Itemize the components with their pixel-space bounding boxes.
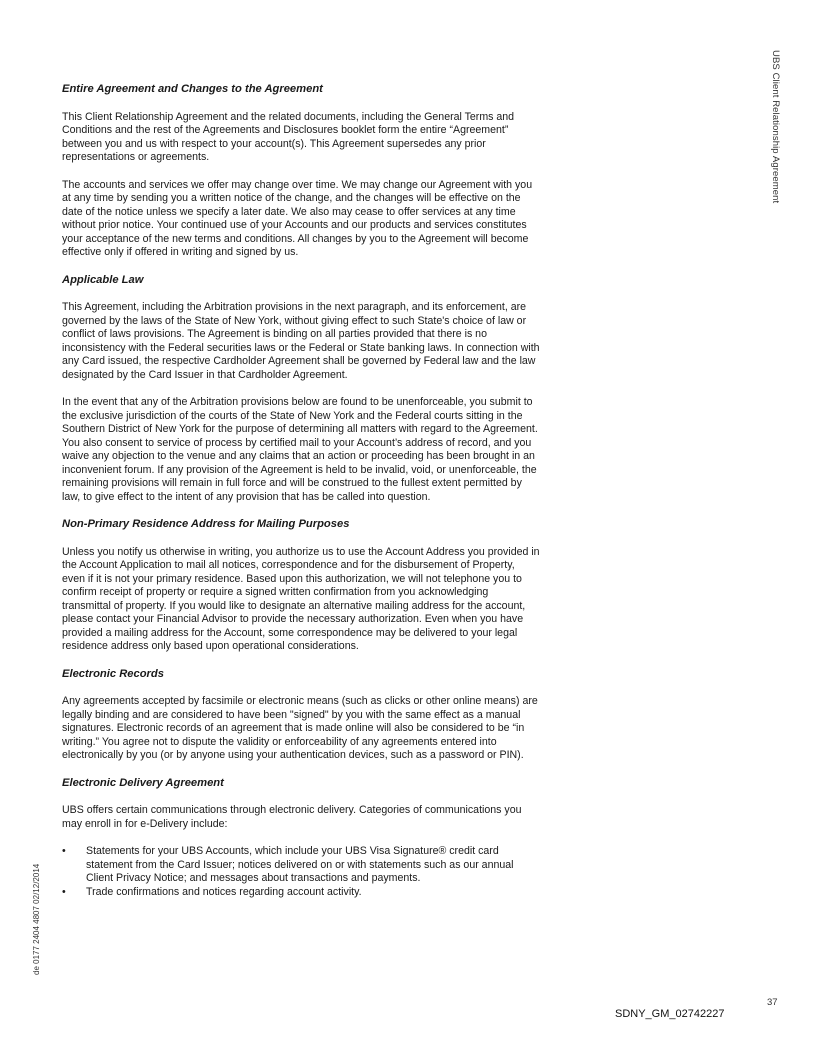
section-heading: Non-Primary Residence Address for Mailing Purposes — [62, 518, 350, 530]
list-item — [62, 845, 540, 886]
paragraph: Any agreements accepted by facsimile or electronic means (such as clicks or other online means) are legally binding and are considered to have been "signed" by you with the same effect as a manual signatures. Electronic records of an agreement that is made online will also be considered to be “in writing.” You agree not to dispute the validity or enforceability of any agreements entered into electronically by you (or by anyone using your authentication devices, such as a password or PIN). — [62, 695, 538, 761]
running-title: UBS Client Relationship Agreement — [770, 50, 781, 204]
document-body — [62, 83, 540, 899]
section-non-primary-residence — [62, 518, 540, 654]
section-heading: Electronic Records — [62, 667, 164, 680]
page-number: 37 — [767, 997, 778, 1008]
paragraph: UBS offers certain communications through electronic delivery. Categories of communications you may enroll in for e-Delivery include: — [62, 804, 522, 830]
paragraph: Unless you notify us otherwise in writing, you authorize us to use the Account Address you provided in the Account Application to mail all notices, correspondence and for the disbursement of Property, even if it is not your primary residence. Based upon this authorization, we will not telephone you to confirm receipt of property or require a signed written confirmation from you acknowledging transmittal of property. If you would like to designate an alternative mailing address for the account, please contact your Financial Advisor to provide the necessary authorization. Even when you have provided a mailing address for the Account, some correspondence may be delivered to your legal residence address only based upon operational considerations. — [62, 545, 540, 652]
list-item — [62, 886, 540, 900]
paragraph: The accounts and services we offer may change over time. We may change our Agreement with you at any time by sending you a written notice of the change, and the changes will be effective on the date of the notice unless we specify a later date. We also may cease to offer services at any time without prior notice. Your continued use of your Accounts and our products and services constitutes your acceptance of the new terms and conditions. All changes by you to the Agreement will become effective only if offered in writing and signed by us. — [62, 178, 533, 258]
section-applicable-law — [62, 274, 540, 505]
paragraph: This Client Relationship Agreement and the related documents, including the General Terms and Conditions and the rest of the Agreements and Disclosures booklet form the entire “Agreement” between you and us with respect to your account(s). This Agreement supersedes any prior representations or agreements. — [62, 110, 515, 163]
delivery-categories-list — [62, 845, 540, 899]
section-heading: Applicable Law — [62, 273, 144, 286]
section-entire-agreement — [62, 83, 540, 260]
section-electronic-records — [62, 668, 540, 763]
document-code: de 0177 2404 4807 02/12/2014 — [32, 863, 41, 975]
section-electronic-delivery — [62, 777, 540, 900]
list-item-text: Statements for your UBS Accounts, which include your UBS Visa Signature® credit card statement from the Card Issuer; notices delivered on or with statements such as our annual Client Privacy Notice; and messages about transactions and payments. — [86, 845, 514, 884]
paragraph: This Agreement, including the Arbitration provisions in the next paragraph, and its enforcement, are governed by the laws of the State of New York, without giving effect to such State's choice of law or conflict of laws provisions. The Agreement is binding on all parties provided that there is no inconsistency with the Federal securities laws or the Federal or State banking laws. In connection with any Card issued, the respective Cardholder Agreement shall be governed by Federal law and the law designated by the Card Issuer in that Cardholder Agreement. — [62, 301, 540, 381]
list-item-text: Trade confirmations and notices regarding account activity. — [86, 885, 362, 898]
section-heading: Entire Agreement and Changes to the Agreement — [62, 83, 323, 95]
bullet-icon: • — [62, 885, 66, 898]
bullet-icon: • — [62, 845, 66, 857]
section-heading: Electronic Delivery Agreement — [62, 776, 224, 789]
paragraph: In the event that any of the Arbitration provisions below are found to be unenforceable, you submit to the exclusive jurisdiction of the courts of the State of New York and the Federal courts sitting in the Southern District of New York for the purpose of determining all matters with regard to the Agreement. You also consent to service of process by certified mail to your Account’s address of record, and you waive any objection to the venue and any claims that an action or proceeding has been brought in an inconvenient forum. If any provision of the Agreement is held to be invalid, void, or unenforceable, the remaining provisions will remain in full force and will be construed to the fullest extent permitted by law, to give effect to the intent of any provision that has be called into question. — [62, 396, 538, 503]
bates-number: SDNY_GM_02742227 — [615, 1008, 725, 1020]
